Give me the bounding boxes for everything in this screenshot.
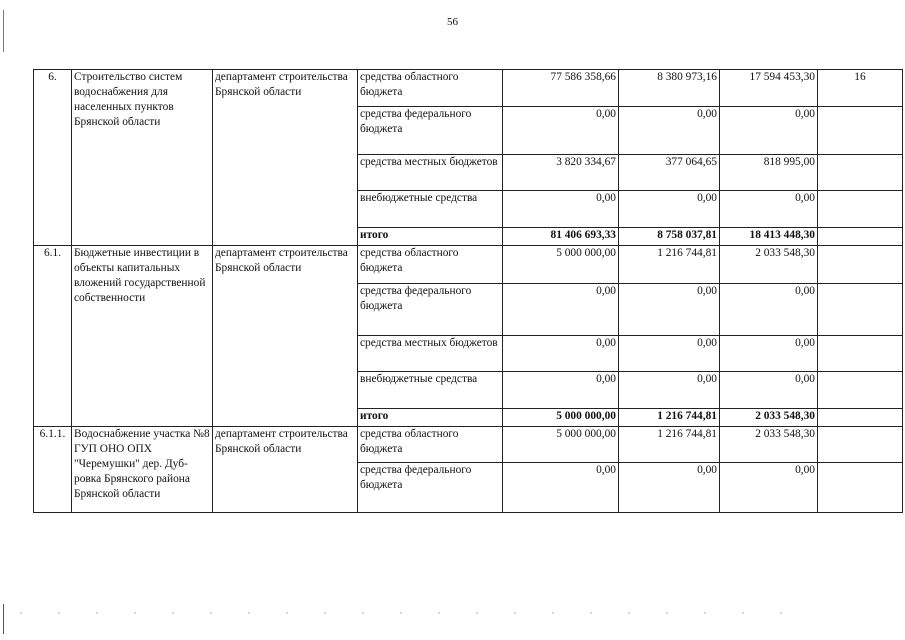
amount-col3: 0,00: [720, 107, 818, 155]
funding-source: средства областного бюджета: [358, 427, 503, 463]
amount-col1: 0,00: [503, 372, 619, 409]
amount-col3-total: 2 033 548,30: [720, 409, 818, 427]
funding-source: средства областного бюджета: [358, 70, 503, 107]
funding-source: средства местных бюджетов: [358, 155, 503, 191]
indicator-cell: [818, 372, 903, 409]
amount-col1: 0,00: [503, 463, 619, 513]
amount-col2: 377 064,65: [619, 155, 720, 191]
item-number-cont: [34, 463, 72, 513]
amount-col2: 0,00: [619, 463, 720, 513]
item-executor: департамент строительства Брянской области: [213, 246, 358, 427]
amount-col1-total: 81 406 693,33: [503, 228, 619, 246]
indicator-cell: [818, 107, 903, 155]
table-row: [34, 427, 903, 463]
amount-col2: 8 380 973,16: [619, 70, 720, 107]
item-executor: департамент строительства Брянской области: [213, 427, 358, 513]
funding-source: средства федерального бюджета: [358, 463, 503, 513]
amount-col2: 1 216 744,81: [619, 427, 720, 463]
item-number: 6.1.1.: [34, 427, 72, 463]
indicator-cell: [818, 463, 903, 513]
amount-col3: 0,00: [720, 372, 818, 409]
item-name: Бюджетные инвестиции в объекты капитальных вложений государственной собственности: [72, 246, 213, 427]
table-row: [34, 246, 903, 284]
item-name: Водоснабжение участка №8 ГУП ОНО ОПХ "Черемушки" дер. Дуб-ровка Брянского района Брянской области: [72, 427, 213, 513]
funding-source: средства областного бюджета: [358, 246, 503, 284]
funding-source-total: итого: [358, 228, 503, 246]
amount-col3: 0,00: [720, 463, 818, 513]
amount-col1: 0,00: [503, 284, 619, 336]
funding-source: средства местных бюджетов: [358, 336, 503, 372]
amount-col3: 0,00: [720, 336, 818, 372]
amount-col2: 0,00: [619, 107, 720, 155]
amount-col2: 1 216 744,81: [619, 246, 720, 284]
amount-col2-total: 1 216 744,81: [619, 409, 720, 427]
indicator-cell: [818, 246, 903, 284]
amount-col3-total: 18 413 448,30: [720, 228, 818, 246]
funding-source: внебюджетные средства: [358, 191, 503, 228]
amount-col3: 0,00: [720, 191, 818, 228]
amount-col2: 0,00: [619, 191, 720, 228]
scan-noise: [20, 612, 800, 614]
budget-table: [33, 69, 903, 513]
indicator-cell: [818, 155, 903, 191]
amount-col3: 17 594 453,30: [720, 70, 818, 107]
indicator-cell: [818, 284, 903, 336]
indicator-cell: [818, 228, 903, 246]
funding-source: внебюджетные средства: [358, 372, 503, 409]
amount-col2: 0,00: [619, 284, 720, 336]
amount-col1: 0,00: [503, 191, 619, 228]
indicator-cell: [818, 336, 903, 372]
item-number: 6.: [34, 70, 72, 107]
item-executor: департамент строительства Брянской области: [213, 70, 358, 246]
amount-col3: 2 033 548,30: [720, 246, 818, 284]
funding-source-total: итого: [358, 409, 503, 427]
amount-col1: 5 000 000,00: [503, 427, 619, 463]
indicator-cell: [818, 191, 903, 228]
item-number-cont: [34, 107, 72, 246]
indicator-cell: [818, 409, 903, 427]
amount-col1: 0,00: [503, 336, 619, 372]
funding-source: средства федерального бюджета: [358, 107, 503, 155]
amount-col1: 0,00: [503, 107, 619, 155]
amount-col3: 818 995,00: [720, 155, 818, 191]
amount-col2: 0,00: [619, 372, 720, 409]
amount-col1: 3 820 334,67: [503, 155, 619, 191]
amount-col1: 5 000 000,00: [503, 246, 619, 284]
indicator-cell: [818, 427, 903, 463]
amount-col3: 2 033 548,30: [720, 427, 818, 463]
item-number-cont: [34, 284, 72, 427]
amount-col1: 77 586 358,66: [503, 70, 619, 107]
amount-col2: 0,00: [619, 336, 720, 372]
amount-col1-total: 5 000 000,00: [503, 409, 619, 427]
amount-col3: 0,00: [720, 284, 818, 336]
indicator-number: 16: [818, 70, 903, 107]
table-row: [34, 70, 903, 107]
scan-edge-mark-bottom: [3, 604, 4, 634]
page-number: 56: [447, 16, 458, 28]
funding-source: средства федерального бюджета: [358, 284, 503, 336]
amount-col2-total: 8 758 037,81: [619, 228, 720, 246]
item-number: 6.1.: [34, 246, 72, 284]
item-name: Строительство систем водоснабжения для населенных пунктов Брянской области: [72, 70, 213, 246]
